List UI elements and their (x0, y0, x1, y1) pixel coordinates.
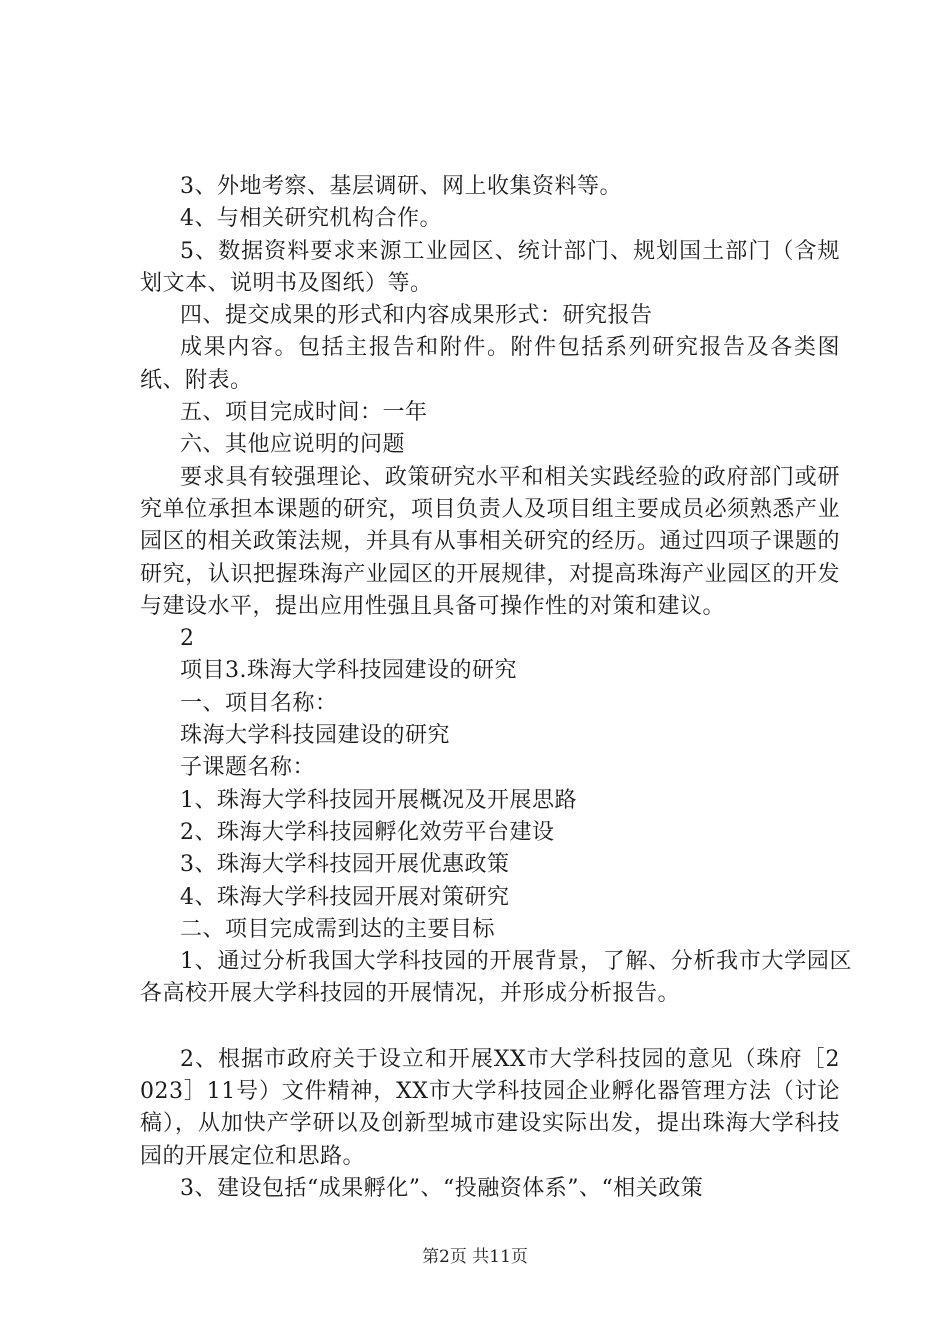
subtopic-item-1: 1、珠海大学科技园开展概况及开展思路 (180, 787, 577, 813)
subtopic-item-4: 4、珠海大学科技园开展对策研究 (180, 884, 510, 910)
goal-item-3: 3、建设包括“成果孵化”、“投融资体系”、“相关政策 (180, 1175, 704, 1201)
inline-page-number: 2 (180, 626, 195, 652)
section-heading-6: 六、其他应说明的问题 (180, 432, 406, 458)
section-heading-4: 四、提交成果的形式和内容成果形式：研究报告 (180, 303, 653, 329)
paragraph-method-3: 3、外地考察、基层调研、网上收集资料等。 (180, 174, 622, 199)
project-name: 珠海大学科技园建设的研究 (180, 723, 451, 749)
subtopic-item-2: 2、珠海大学科技园孵化效劳平台建设 (180, 819, 555, 845)
paragraph-requirements: 要求具有较强理论、政策研究水平和相关实践经验的政府部门或研究单位承担本课题的研究，项目负责人及项目组主要成员必须熟悉产业园区的相关政策法规，并具有从事相关研究的经历。通过四项子课题的研究，认识把握珠海产业园区的开展规律，对提高珠海产业园区的开发与建设水平，提出应用性强且具备可操作性的对策和建议。 (140, 464, 840, 619)
paragraph-method-5: 5、数据资料要求来源工业园区、统计部门、规划国土部门（含规划文本、说明书及图纸）等。 (140, 238, 840, 296)
project-title: 项目3.珠海大学科技园建设的研究 (180, 658, 517, 684)
paragraph-method-4: 4、与相关研究机构合作。 (180, 206, 442, 232)
document-body (140, 171, 852, 1205)
page-footer: 第2页 共11页 (422, 1247, 528, 1267)
subtopic-item-3: 3、珠海大学科技园开展优惠政策 (180, 852, 510, 878)
paragraph-results-content: 成果内容。包括主报告和附件。附件包括系列研究报告及各类图纸、附表。 (140, 335, 840, 393)
section-heading-5: 五、项目完成时间：一年 (180, 400, 428, 426)
section-heading-2: 二、项目完成需到达的主要目标 (180, 916, 496, 942)
subtopic-label: 子课题名称： (180, 755, 316, 781)
goal-item-1: 1、通过分析我国大学科技园的开展背景，了解、分析我市大学园区各高校开展大学科技园的开展情况，并形成分析报告。 (140, 949, 852, 1007)
section-heading-1: 一、项目名称： (180, 690, 338, 716)
goal-item-2: 2、根据市政府关于设立和开展XX市大学科技园的意见（珠府［2023］11号）文件精神，XX市大学科技园企业孵化器管理方法（讨论稿），从加快产学研以及创新型城市建设实际出发，提出珠海大学科技园的开展定位和思路。 (140, 1046, 840, 1169)
